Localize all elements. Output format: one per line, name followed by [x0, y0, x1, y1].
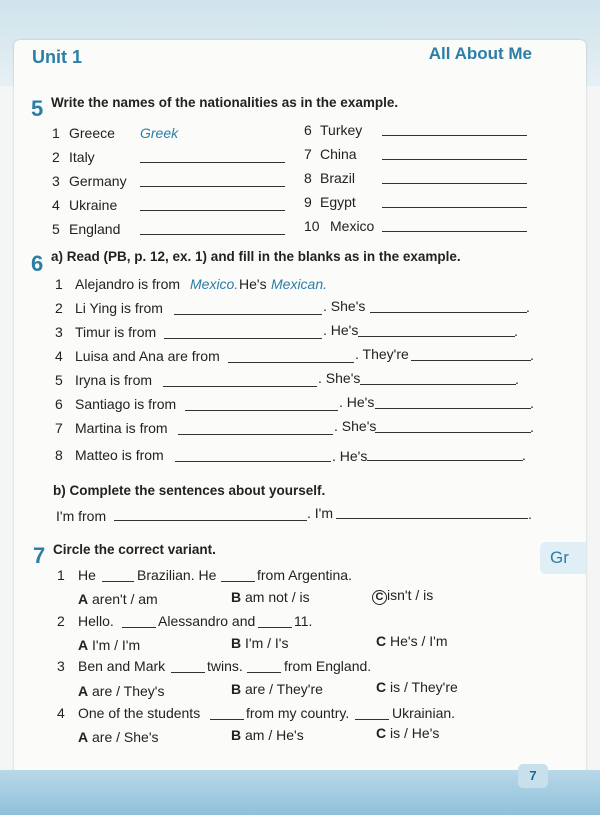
- option-label: A: [78, 637, 89, 653]
- exercise-5-number: 5: [31, 96, 44, 121]
- sentence-start: Matteo is from: [75, 447, 164, 463]
- country-label: Italy: [69, 149, 95, 165]
- end-dot: .: [522, 447, 526, 463]
- country-label: Brazil: [320, 170, 356, 186]
- item-number: 8: [304, 170, 312, 186]
- option-text: are / She's: [92, 729, 159, 745]
- chapter-title: All About Me: [428, 44, 532, 63]
- item-number: 7: [304, 146, 312, 162]
- option-label: B: [231, 589, 242, 605]
- item-number: 9: [304, 194, 312, 210]
- option-b[interactable]: [231, 635, 288, 651]
- answer-blank[interactable]: [171, 672, 205, 673]
- item-number: 8: [55, 447, 63, 463]
- item-number: 4: [57, 705, 65, 721]
- question-text: from England.: [284, 658, 372, 674]
- answer-blank[interactable]: [375, 408, 531, 409]
- answer-blank[interactable]: [411, 360, 531, 361]
- country-label: Germany: [69, 173, 127, 189]
- option-label: B: [231, 635, 242, 651]
- answer-blank[interactable]: [370, 312, 527, 313]
- question-text: from Argentina.: [257, 567, 352, 583]
- option-text: is / He's: [390, 725, 440, 741]
- question-text: Ukrainian.: [392, 705, 456, 721]
- answer-blank[interactable]: [140, 162, 285, 163]
- answer-blank[interactable]: [140, 234, 285, 235]
- exercise-7-number: 7: [33, 543, 46, 568]
- option-c[interactable]: [376, 725, 439, 741]
- exercise-6a-instruction: a) Read (PB, p. 12, ex. 1) and fill in the blanks as in the example.: [51, 249, 461, 264]
- example-pronoun: He's: [239, 276, 267, 292]
- answer-blank[interactable]: [122, 627, 156, 628]
- end-dot: .: [526, 299, 530, 315]
- item-number: 4: [52, 197, 60, 213]
- end-dot: .: [528, 506, 532, 522]
- option-text: I'm / I's: [245, 635, 289, 651]
- item-number: 5: [52, 221, 60, 237]
- example-answer: Greek: [140, 125, 179, 141]
- option-text: is / They're: [390, 679, 458, 695]
- country-label: Mexico: [330, 218, 375, 234]
- end-dot: .: [514, 323, 518, 339]
- option-c-selected[interactable]: [372, 587, 433, 605]
- answer-blank[interactable]: [358, 336, 515, 337]
- circled-option-label: C: [372, 590, 387, 605]
- option-a[interactable]: [78, 683, 164, 699]
- item-number: 6: [304, 122, 312, 138]
- end-dot: .: [530, 419, 534, 435]
- answer-blank[interactable]: [114, 520, 307, 521]
- sentence-start: Alejandro is from: [75, 276, 181, 292]
- answer-blank[interactable]: [102, 581, 134, 582]
- question-text: Brazilian. He: [137, 567, 217, 583]
- answer-blank[interactable]: [382, 231, 527, 232]
- option-a[interactable]: [78, 637, 140, 653]
- answer-blank[interactable]: [185, 410, 338, 411]
- option-c[interactable]: [376, 633, 447, 649]
- question-text: One of the students: [78, 705, 201, 721]
- example-country: Mexico.: [190, 276, 239, 292]
- answer-blank[interactable]: [163, 386, 317, 387]
- end-dot: .: [530, 395, 534, 411]
- sentence-pronoun: . He's: [339, 394, 375, 410]
- answer-blank[interactable]: [210, 719, 244, 720]
- option-label: A: [78, 683, 89, 699]
- answer-blank[interactable]: [178, 434, 333, 435]
- footer-band: [0, 770, 600, 815]
- exercise-6-number: 6: [31, 251, 44, 276]
- option-text: are / They're: [245, 681, 323, 697]
- answer-blank[interactable]: [367, 460, 523, 461]
- end-dot: .: [515, 371, 519, 387]
- option-text: are / They's: [92, 683, 165, 699]
- page-number: 7: [518, 764, 548, 788]
- answer-blank[interactable]: [382, 159, 527, 160]
- option-c[interactable]: [376, 679, 458, 695]
- answer-blank[interactable]: [382, 183, 527, 184]
- option-label: C: [376, 725, 387, 741]
- item-number: 3: [52, 173, 60, 189]
- item-number: 7: [55, 420, 63, 436]
- answer-blank[interactable]: [175, 461, 331, 462]
- sentence-pronoun: . They're: [355, 346, 409, 362]
- answer-blank[interactable]: [382, 135, 527, 136]
- option-label: A: [78, 591, 89, 607]
- country-label: Egypt: [320, 194, 356, 210]
- example-nationality: Mexican.: [271, 276, 328, 292]
- sentence-start: I'm from: [56, 508, 107, 524]
- country-label: Greece: [69, 125, 115, 141]
- item-number: 2: [52, 149, 60, 165]
- item-number: 2: [57, 613, 65, 629]
- item-number: 3: [57, 658, 65, 674]
- sentence-start: Luisa and Ana are from: [75, 348, 220, 364]
- grammar-side-tab: Gr: [540, 542, 586, 574]
- item-number: 2: [55, 300, 63, 316]
- item-number: 1: [55, 276, 63, 292]
- answer-blank[interactable]: [258, 627, 292, 628]
- answer-blank[interactable]: [375, 432, 531, 433]
- sentence-start: Martina is from: [75, 420, 168, 436]
- country-label: Turkey: [320, 122, 363, 138]
- question-text: twins.: [207, 658, 243, 674]
- sentence-pronoun: . He's: [332, 448, 368, 464]
- item-number: 10: [304, 218, 320, 234]
- country-label: England: [69, 221, 121, 237]
- exercise-5-instruction: Write the names of the nationalities as in the example.: [51, 95, 399, 110]
- answer-blank[interactable]: [336, 518, 528, 519]
- option-label: B: [231, 681, 242, 697]
- sentence-start: Iryna is from: [75, 372, 153, 388]
- sentence-pronoun: . She's: [323, 298, 366, 314]
- sentence-start: Timur is from: [75, 324, 157, 340]
- option-text: am / He's: [245, 727, 304, 743]
- answer-blank[interactable]: [174, 314, 322, 315]
- item-number: 5: [55, 372, 63, 388]
- sentence-start: Li Ying is from: [75, 300, 163, 316]
- option-label: C: [376, 633, 387, 649]
- question-text: 11.: [294, 613, 313, 629]
- item-number: 4: [55, 348, 63, 364]
- exercise-7-instruction: Circle the correct variant.: [53, 542, 216, 557]
- exercise-6b-instruction: b) Complete the sentences about yourself.: [53, 483, 326, 498]
- item-number: 1: [52, 125, 60, 141]
- answer-blank[interactable]: [140, 186, 285, 187]
- sentence-pronoun: . I'm: [307, 505, 334, 521]
- question-text: from my country.: [246, 705, 350, 721]
- sentence-start: Santiago is from: [75, 396, 177, 412]
- item-number: 3: [55, 324, 63, 340]
- option-text: isn't / is: [387, 587, 434, 603]
- answer-blank[interactable]: [355, 719, 389, 720]
- option-label: B: [231, 727, 242, 743]
- answer-blank[interactable]: [228, 362, 354, 363]
- option-text: aren't / am: [92, 591, 158, 607]
- question-text: Hello.: [78, 613, 114, 629]
- unit-title: Unit 1: [32, 47, 83, 67]
- sentence-pronoun: . She's: [318, 370, 361, 386]
- option-text: He's / I'm: [390, 633, 448, 649]
- question-text: He: [78, 567, 96, 583]
- sentence-pronoun: . She's: [334, 418, 377, 434]
- option-text: am not / is: [245, 589, 310, 605]
- option-b[interactable]: [231, 589, 310, 605]
- question-text: Alessandro and: [158, 613, 256, 629]
- option-b[interactable]: [231, 681, 323, 697]
- item-number: 6: [55, 396, 63, 412]
- item-number: 1: [57, 567, 65, 583]
- country-label: Ukraine: [69, 197, 118, 213]
- sentence-pronoun: . He's: [323, 322, 359, 338]
- answer-blank[interactable]: [247, 672, 281, 673]
- option-label: A: [78, 729, 89, 745]
- question-text: Ben and Mark: [78, 658, 166, 674]
- answer-blank[interactable]: [164, 338, 322, 339]
- answer-blank[interactable]: [140, 210, 285, 211]
- option-a[interactable]: [78, 729, 159, 745]
- answer-blank[interactable]: [221, 581, 255, 582]
- answer-blank[interactable]: [382, 207, 527, 208]
- option-a[interactable]: [78, 591, 158, 607]
- option-label: C: [376, 679, 387, 695]
- answer-blank[interactable]: [360, 384, 516, 385]
- country-label: China: [320, 146, 357, 162]
- option-b[interactable]: [231, 727, 304, 743]
- end-dot: .: [530, 347, 534, 363]
- option-text: I'm / I'm: [92, 637, 141, 653]
